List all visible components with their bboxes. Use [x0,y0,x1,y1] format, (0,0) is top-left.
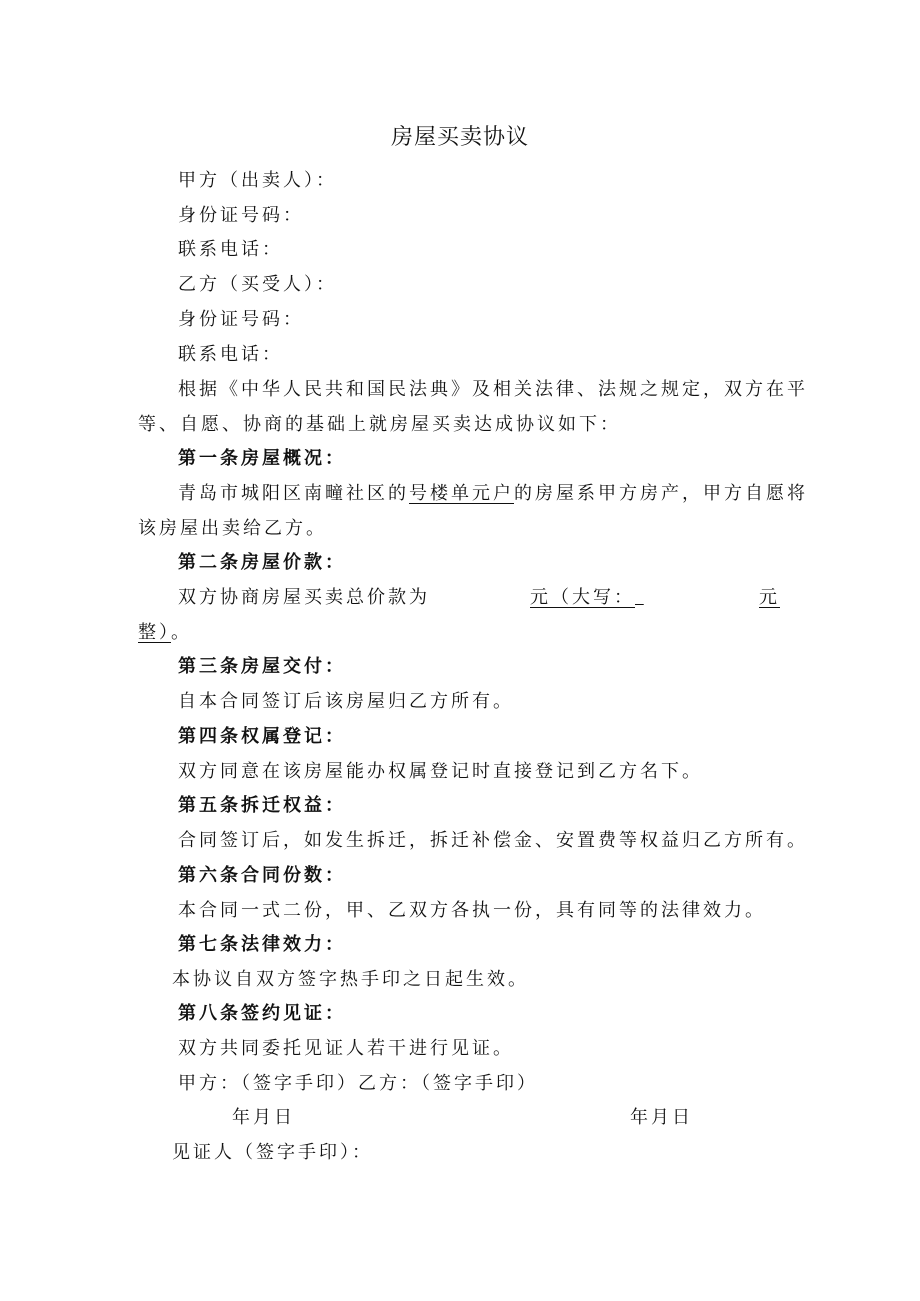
article-3-heading: 第三条房屋交付： [178,656,346,677]
article-6-text: 本合同一式二份，甲、乙双方各执一份，具有同等的法律效力。 [178,900,766,921]
seller-date: 年月日 [232,1107,295,1128]
seller-phone-label: 联系电话： [178,239,283,260]
article-2-line-1 [178,583,780,609]
article-1-text-b: 的房屋系甲方房产，甲方自愿将 [514,483,808,504]
price-period: 。 [171,622,192,643]
document-title: 房屋买卖协议 [390,125,529,150]
article-7-heading: 第七条法律效力： [178,934,346,955]
price-capital-unit: 元 [759,587,780,608]
signature-line: 甲方：（签字手印）乙方：（签字手印） [178,1073,538,1094]
article-4-heading: 第四条权属登记： [178,726,346,747]
buyer-phone-label: 联系电话： [178,344,283,365]
article-5-heading: 第五条拆迁权益： [178,795,346,816]
seller-label: 甲方（出卖人）： [178,170,337,191]
article-1-heading: 第一条房屋概况： [178,448,346,469]
buyer-label: 乙方（买受人）： [178,274,337,295]
house-number-blank: 号楼单元户 [409,483,514,504]
article-4-text: 双方同意在该房屋能办权属登记时直接登记到乙方名下。 [178,761,703,782]
article-1-text-a: 青岛市城阳区南疃社区的 [178,483,409,504]
witness-line: 见证人（签字手印）： [172,1142,373,1163]
price-closing: 整） [138,622,171,643]
article-8-heading: 第八条签约见证： [178,1003,346,1024]
article-2-line-2 [138,618,192,644]
seller-id-label: 身份证号码： [178,205,304,226]
article-3-text: 自本合同签订后该房屋归乙方所有。 [178,691,514,712]
article-7-text: 本协议自双方签字热手印之日起生效。 [172,969,529,990]
price-capital-blank [635,587,759,608]
price-unit: 元（大写： [530,587,635,608]
intro-line-2: 等、自愿、协商的基础上就房屋买卖达成协议如下： [138,414,621,435]
buyer-id-label: 身份证号码： [178,309,304,330]
buyer-date: 年月日 [630,1107,693,1128]
article-8-text: 双方共同委托见证人若干进行见证。 [178,1038,514,1059]
article-6-heading: 第六条合同份数： [178,865,346,886]
article-1-line-1 [178,479,808,505]
article-2-text-a: 双方协商房屋买卖总价款为 [178,587,430,608]
intro-line-1: 根据《中华人民共和国民法典》及相关法律、法规之规定，双方在平 [178,379,808,400]
article-1-line-2: 该房屋出卖给乙方。 [138,518,327,539]
article-5-text: 合同签订后，如发生拆迁，拆迁补偿金、安置费等权益归乙方所有。 [178,830,808,851]
article-2-heading: 第二条房屋价款： [178,552,346,573]
